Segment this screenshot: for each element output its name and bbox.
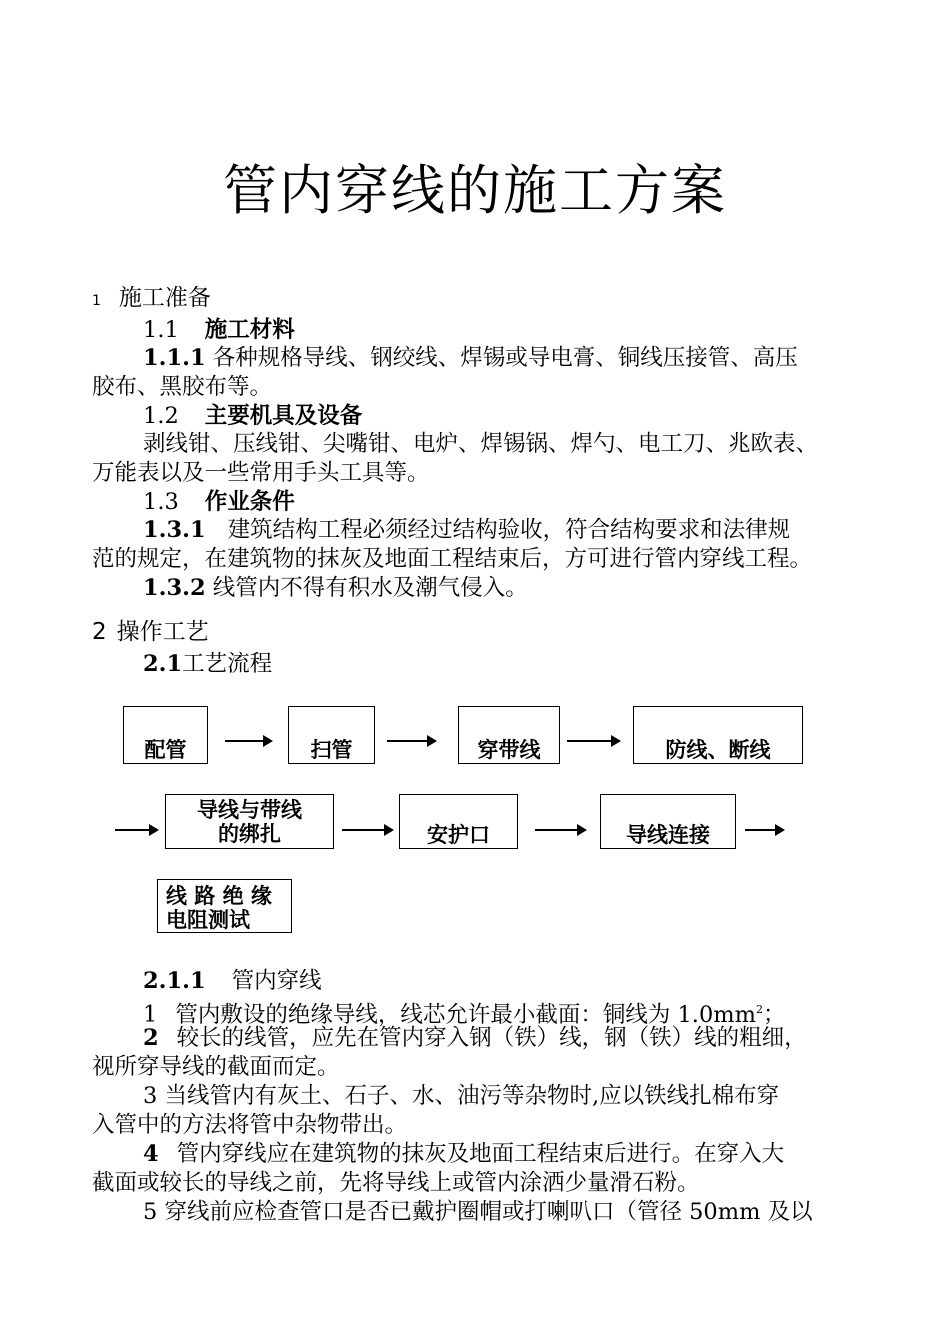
subsection-1-3-heading — [143, 488, 295, 517]
flow-step-wire-binding: 导线与带线 的绑扎 — [165, 794, 334, 849]
subsection-1-1-number: 1.1 — [143, 317, 179, 343]
subsection-2-1-1-heading — [143, 967, 322, 996]
paragraph-1-1-1-number: 1.1.1 — [143, 345, 206, 371]
subsection-1-2-heading — [143, 402, 362, 431]
paragraph-1-2-line1: 剥线钳、压线钳、尖嘴钳、电炉、焊锡锅、焊勺、电工刀、兆欧表、 — [143, 431, 819, 457]
item-3-line1: 3 当线管内有灰土、石子、水、油污等杂物时,应以铁线扎棉布穿 — [143, 1083, 780, 1109]
flow-step-insulation-test: 线 路 绝 缘 电阻测试 — [157, 879, 292, 933]
item-2-line2: 视所穿导线的截面而定。 — [92, 1054, 340, 1080]
page-title: 管内穿线的施工方案 — [223, 159, 727, 222]
subsection-1-2-number: 1.2 — [143, 403, 179, 429]
section-1-number: 1 — [92, 293, 101, 309]
flow-arrow — [745, 829, 777, 831]
item-2-line1: 2 较长的线管，应先在管内穿入钢（铁）线，钢（铁）线的粗细， — [143, 1025, 807, 1051]
subsection-2-1-1-title: 管内穿线 — [231, 968, 322, 994]
section-2-number: 2 — [92, 619, 107, 645]
paragraph-1-3-2-number: 1.3.2 — [143, 575, 206, 601]
paragraph-1-3-1-line1: 1.3.1 建筑结构工程必须经过结构验收，符合结构要求和法律规 — [143, 517, 791, 543]
subsection-2-1-title: 工艺流程 — [182, 651, 273, 677]
flow-arrow — [115, 829, 151, 831]
paragraph-1-1-1-line1: 1.1.1 各种规格导线、钢绞线、焊锡或导电膏、铜线压接管、高压 — [143, 345, 798, 371]
paragraph-1-3-2: 1.3.2 线管内不得有积水及潮气侵入。 — [143, 575, 528, 601]
flow-step-wire-connection: 导线连接 — [600, 794, 736, 849]
flow-step-install-bushing: 安护口 — [399, 794, 518, 849]
subsection-1-1-title: 施工材料 — [204, 317, 295, 343]
item-4-line1: 4 管内穿线应在建筑物的抹灰及地面工程结束后进行。在穿入大 — [143, 1141, 785, 1167]
item-4-line2: 截面或较长的导线之前，先将导线上或管内涂洒少量滑石粉。 — [92, 1170, 700, 1196]
subsection-2-1-1-number: 2.1.1 — [143, 968, 206, 994]
item-1: 1 管内敷设的绝缘导线，线芯允许最小截面：铜线为 $1.0mm^2$； — [143, 1001, 786, 1028]
flow-arrow — [225, 740, 265, 742]
paragraph-1-1-1-line2: 胶布、黑胶布等。 — [92, 374, 273, 400]
subsection-1-1-heading — [143, 316, 295, 345]
flow-step-pipe-sweeping: 扫管 — [288, 706, 375, 764]
section-1-heading — [92, 279, 211, 312]
paragraph-1-2-line2: 万能表以及一些常用手头工具等。 — [92, 460, 430, 486]
flow-step-pull-wire: 穿带线 — [458, 706, 560, 764]
subsection-2-1-number: 2.1 — [143, 651, 183, 677]
flow-arrow — [342, 829, 386, 831]
subsection-1-3-title: 作业条件 — [204, 489, 295, 515]
flow-arrow — [567, 740, 613, 742]
flow-step-lay-cut-wire: 防线、断线 — [633, 706, 803, 764]
item-5-line1: 5 穿线前应检查管口是否已戴护圈帽或打喇叭口（管径 50mm 及以 — [143, 1199, 813, 1225]
item-3-line2: 入管中的方法将管中杂物带出。 — [92, 1112, 408, 1138]
flow-arrow — [535, 829, 579, 831]
section-2-heading — [92, 613, 209, 646]
flow-arrow — [387, 740, 429, 742]
subsection-2-1-heading — [143, 650, 272, 679]
section-1-title: 施工准备 — [118, 285, 211, 311]
subsection-1-2-title: 主要机具及设备 — [204, 403, 363, 429]
flow-step-pipe-laying: 配管 — [123, 706, 208, 764]
section-2-title: 操作工艺 — [116, 619, 209, 645]
paragraph-1-3-1-line2: 范的规定，在建筑物的抹灰及地面工程结束后，方可进行管内穿线工程。 — [92, 546, 813, 572]
paragraph-1-3-1-number: 1.3.1 — [143, 517, 206, 543]
subsection-1-3-number: 1.3 — [143, 489, 179, 515]
